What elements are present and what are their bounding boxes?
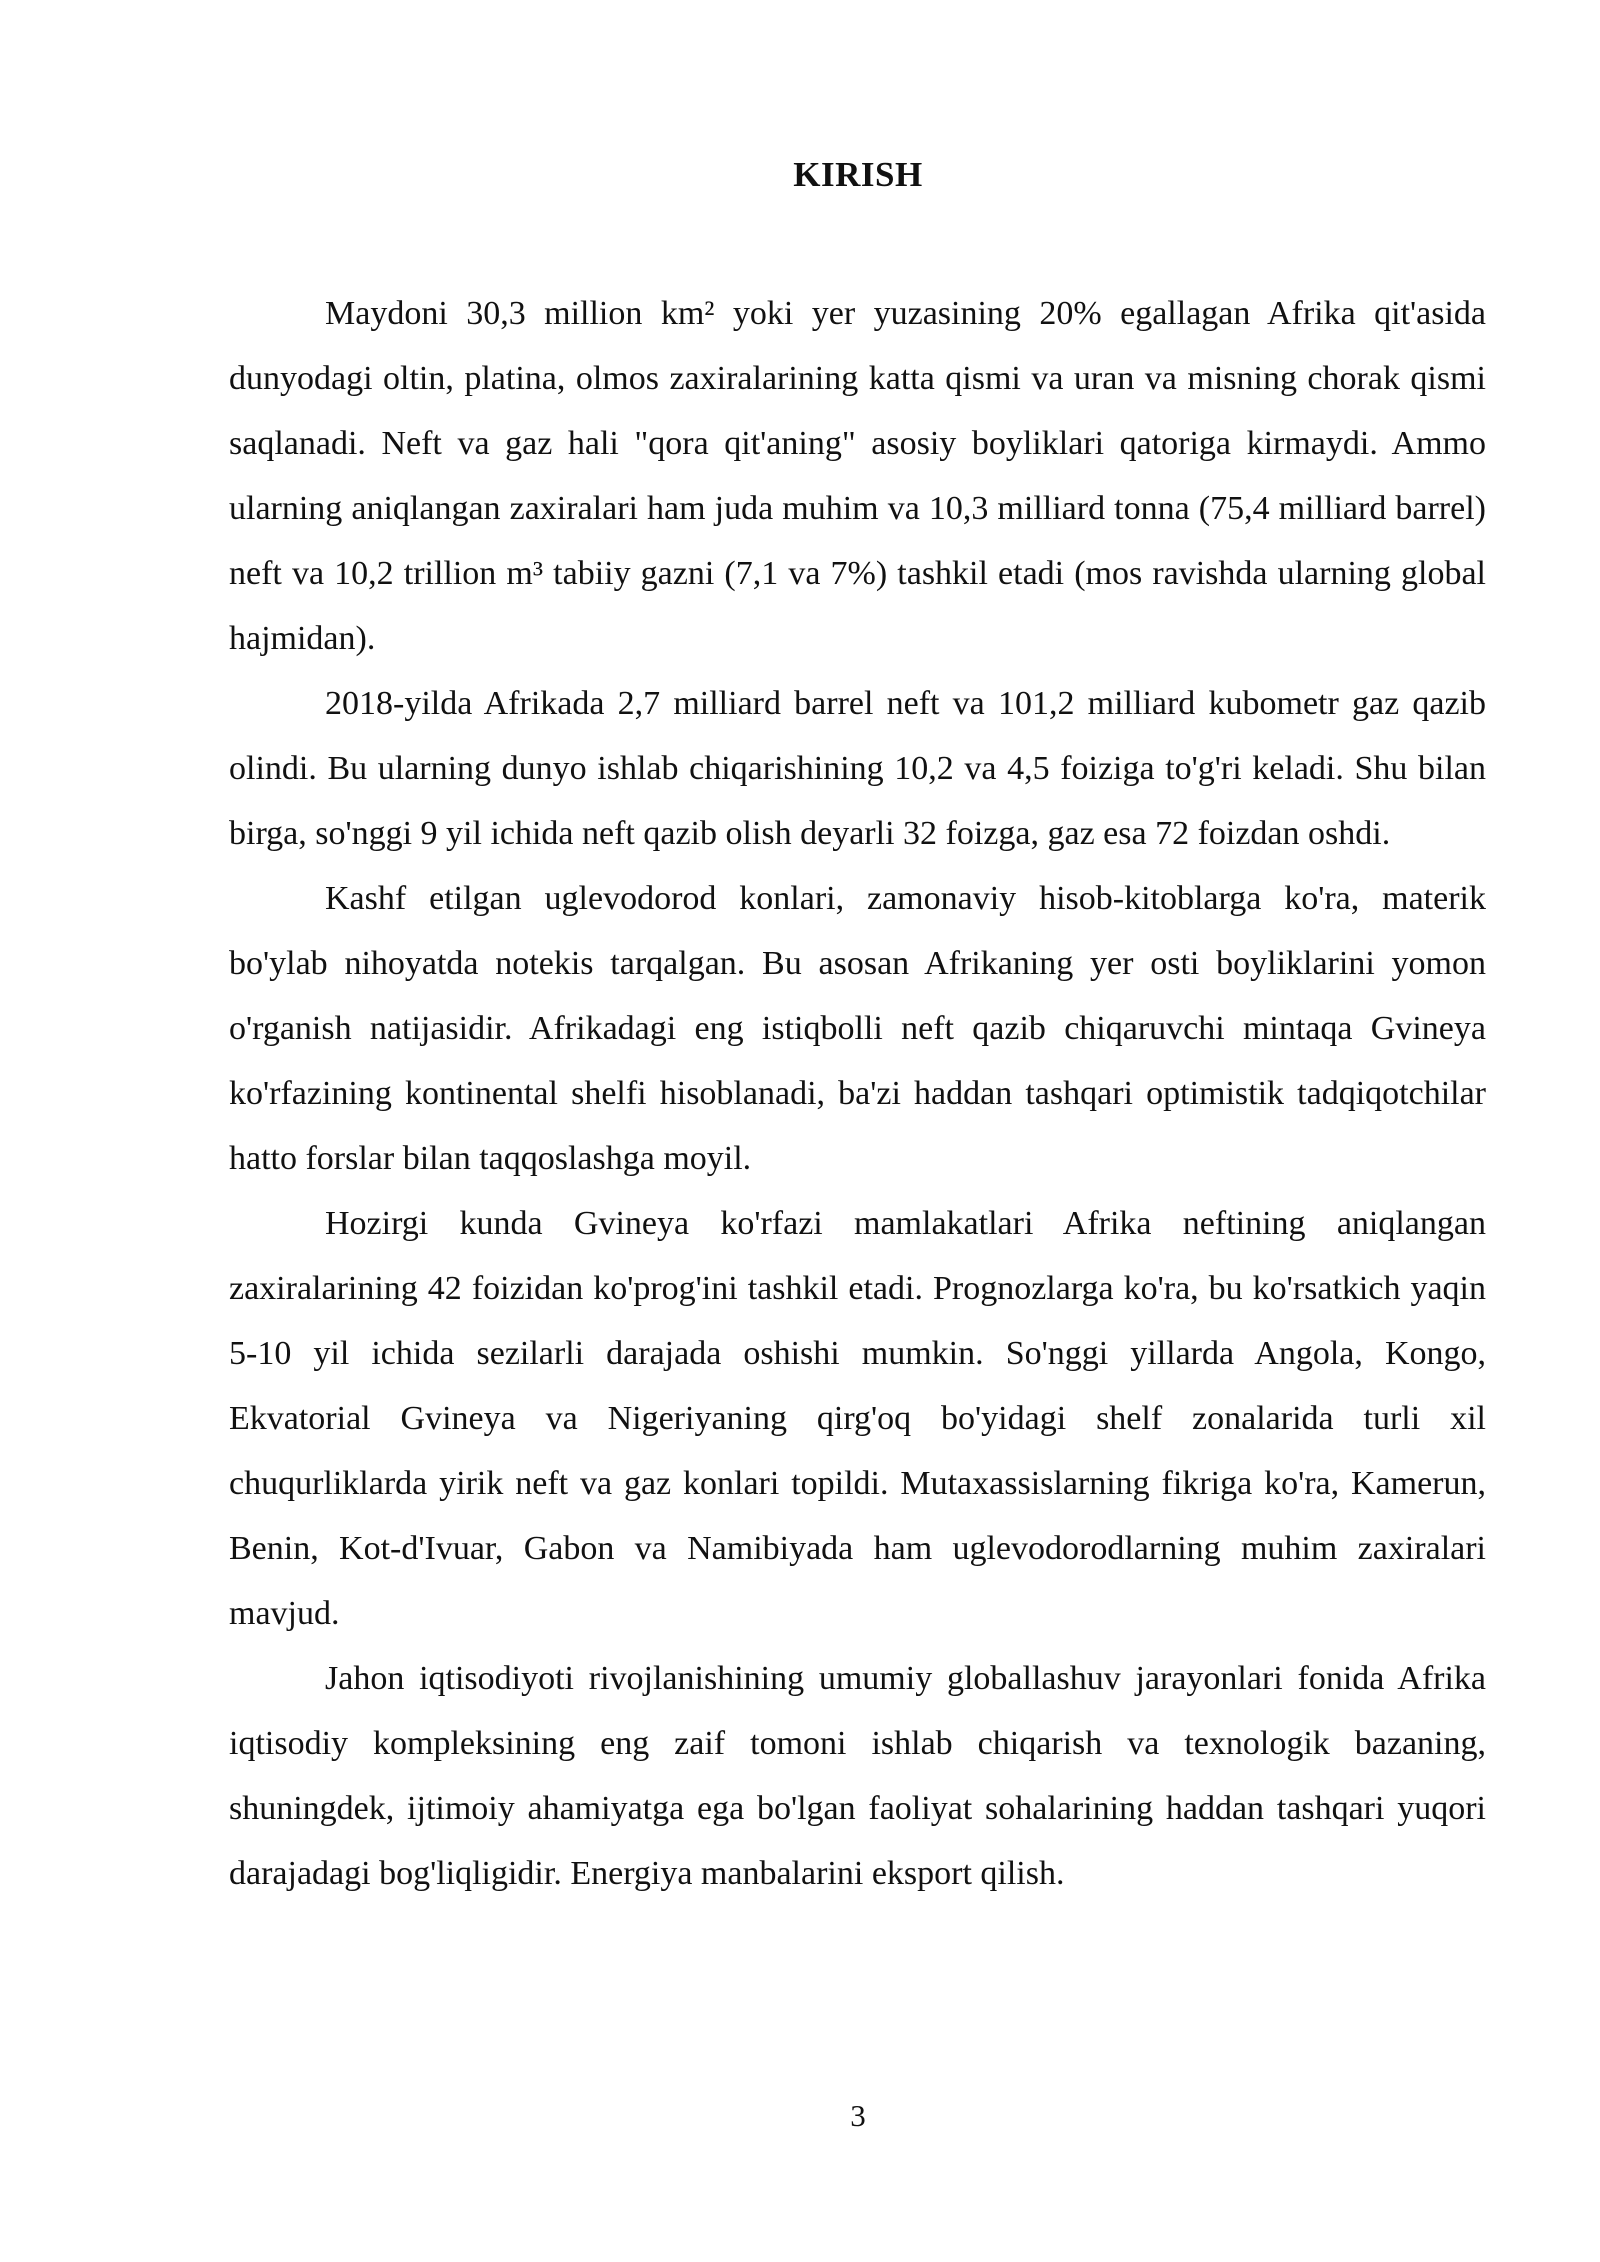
paragraph-5: Jahon iqtisodiyoti rivojlanishining umumiy globallashuv jarayonlari fonida Afrika iqtisodiy kompleksining eng zaif tomoni ishlab chiqarish va texnologik bazaning, shuningdek, ijtimoiy ahamiyatga ega bo'lgan faoliyat sohalarining haddan tashqari yuqori darajadagi bog'liqligidir. Energiya manbalarini eksport qilish. — [229, 1660, 1486, 1892]
paragraph-4: Hozirgi kunda Gvineya ko'rfazi mamlakatlari Afrika neftining aniqlangan zaxiralarining 42 foizidan ko'prog'ini tashkil etadi. Prognozlarga ko'ra, bu ko'rsatkich yaqin 5-10 yil ichida sezilarli darajada oshishi mumkin. So'nggi yillarda Angola, Kongo, Ekvatorial Gvineya va Nigeriyaning qirg'oq bo'yidagi shelf zonalarida turli xil chuqurliklarda yirik neft va gaz konlari topildi. Mutaxassislarning fikriga ko'ra, Kamerun, Benin, Kot-d'Ivuar, Gabon va Namibiyada ham uglevodorodlarning muhim zaxiralari mavjud. — [229, 1205, 1486, 1632]
page-number: 3 — [850, 2098, 866, 2133]
paragraph-3: Kashf etilgan uglevodorod konlari, zamonaviy hisob-kitoblarga ko'ra, materik bo'ylab nihoyatda notekis tarqalgan. Bu asosan Afrikaning yer osti boyliklarini yomon o'rganish natijasidir. Afrikadagi eng istiqbolli neft qazib chiqaruvchi mintaqa Gvineya ko'rfazining kontinental shelfi hisoblanadi, ba'zi haddan tashqari optimistik tadqiqotchilar hatto forslar bilan taqqoslashga moyil. — [229, 880, 1486, 1177]
page-title: KIRISH — [793, 155, 923, 194]
paragraph-2: 2018-yilda Afrikada 2,7 milliard barrel neft va 101,2 milliard kubometr gaz qazib olindi. Bu ularning dunyo ishlab chiqarishining 10,2 va 4,5 foiziga to'g'ri keladi. Shu bilan birga, so'nggi 9 yil ichida neft qazib olish deyarli 32 foizga, gaz esa 72 foizdan oshdi. — [229, 685, 1486, 852]
body-text — [229, 281, 1486, 1906]
paragraph-1: Maydoni 30,3 million km² yoki yer yuzasining 20% egallagan Afrika qit'asida dunyodagi oltin, platina, olmos zaxiralarining katta qismi va uran va misning chorak qismi saqlanadi. Neft va gaz hali "qora qit'aning" asosiy boyliklari qatoriga kirmaydi. Ammo ularning aniqlangan zaxiralari ham juda muhim va 10,3 milliard tonna (75,4 milliard barrel) neft va 10,2 trillion m³ tabiiy gazni (7,1 va 7%) tashkil etadi (mos ravishda ularning global hajmidan). — [229, 295, 1486, 657]
